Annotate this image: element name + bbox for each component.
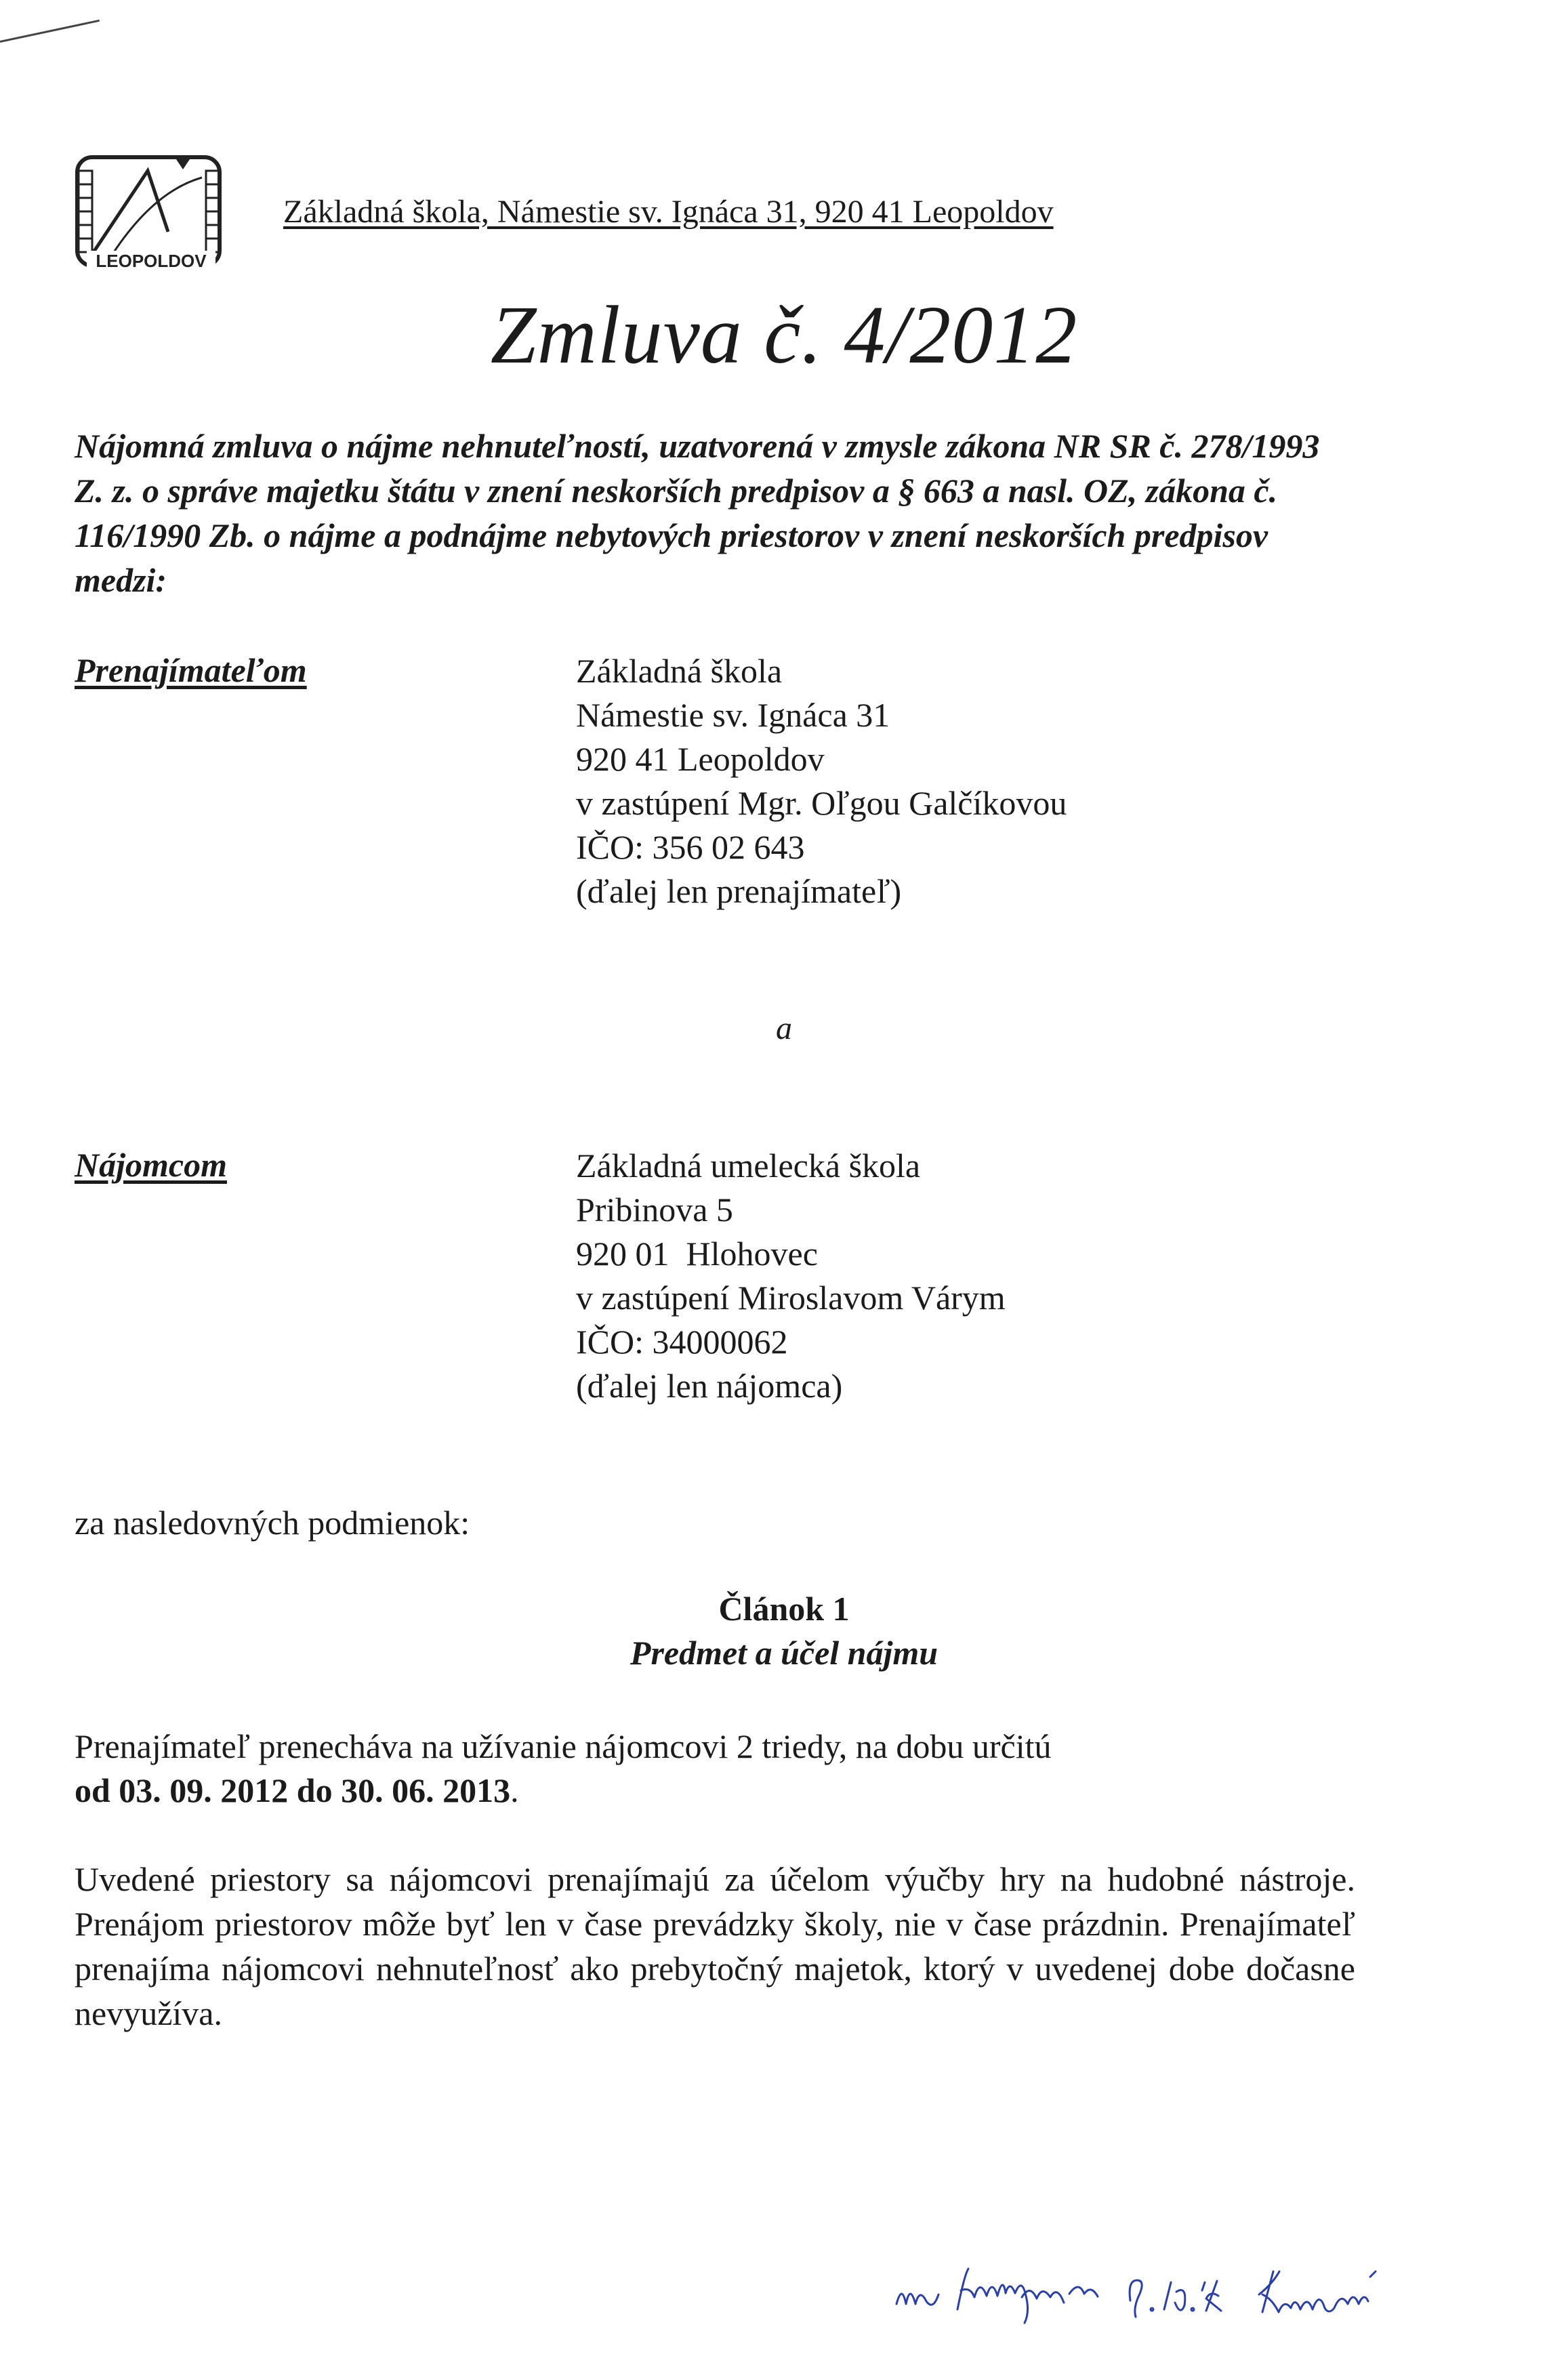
lease-subject: Prenajímateľ prenecháva na užívanie nájomcovi 2 triedy, na dobu určitú [75, 1727, 1052, 1765]
landlord-label: Prenajímateľom [75, 651, 307, 689]
svg-text:LEOPOLDOV: LEOPOLDOV [96, 251, 207, 271]
tenant-alias: (ďalej len nájomca) [576, 1367, 843, 1405]
landlord-ico: IČO: 356 02 643 [576, 828, 805, 866]
article-subheading: Predmet a účel nájmu [630, 1634, 938, 1672]
school-header: Základná škola, Námestie sv. Ignáca 31, 920 41 Leopoldov [283, 194, 1054, 230]
tenant-street: Pribinova 5 [576, 1191, 733, 1229]
lease-period-end: . [510, 1771, 519, 1809]
scan-mark [0, 20, 100, 43]
tenant-label: Nájomcom [75, 1146, 227, 1184]
tenant-details [576, 1144, 1006, 1408]
terms-intro: za nasledovných podmienok: [75, 1504, 470, 1542]
handwritten-signature [893, 2257, 1422, 2331]
landlord-city: 920 41 Leopoldov [576, 740, 825, 778]
tenant-city: 920 01 Hlohovec [576, 1235, 818, 1273]
landlord-street: Námestie sv. Ignáca 31 [576, 696, 890, 734]
article-paragraph-1 [75, 1725, 1362, 1813]
tenant-ico: IČO: 34000062 [576, 1323, 788, 1361]
school-logo-icon [73, 150, 228, 278]
article-paragraph-2: Uvedené priestory sa nájomcovi prenajímajú za účelom výučby hry na hudobné nástroje. Prenájom priestorov môže byť len v čase prevádzky školy, nie v čase prázdnin. Prenajímateľ prenajíma nájomcovi nehnuteľnosť ako prebytočný majetok, ktorý v uvedenej dobe dočasne nevyužíva. [75, 1860, 1355, 2032]
contract-intro: Nájomná zmluva o nájme nehnuteľností, uzatvorená v zmysle zákona NR SR č. 278/1993 Z. z. o správe majetku štátu v znení neskorších predpisov a § 663 a nasl. OZ, zákona č. 116/1990 Zb. o nájme a podnájme nebytových priestorov v znení neskorších predpisov medzi: [75, 427, 1320, 599]
tenant-representative: v zastúpení Miroslavom Várym [576, 1279, 1006, 1317]
conjunction: a [776, 1010, 792, 1046]
landlord-details [576, 649, 1067, 913]
article-heading: Článok 1 [718, 1590, 850, 1628]
landlord-representative: v zastúpení Mgr. Oľgou Galčíkovou [576, 784, 1067, 822]
contract-title: Zmluva č. 4/2012 [490, 289, 1078, 381]
landlord-name: Základná škola [576, 652, 783, 690]
tenant-name: Základná umelecká škola [576, 1147, 921, 1185]
landlord-alias: (ďalej len prenajímateľ) [576, 872, 902, 910]
lease-period: od 03. 09. 2012 do 30. 06. 2013 [75, 1771, 511, 1809]
